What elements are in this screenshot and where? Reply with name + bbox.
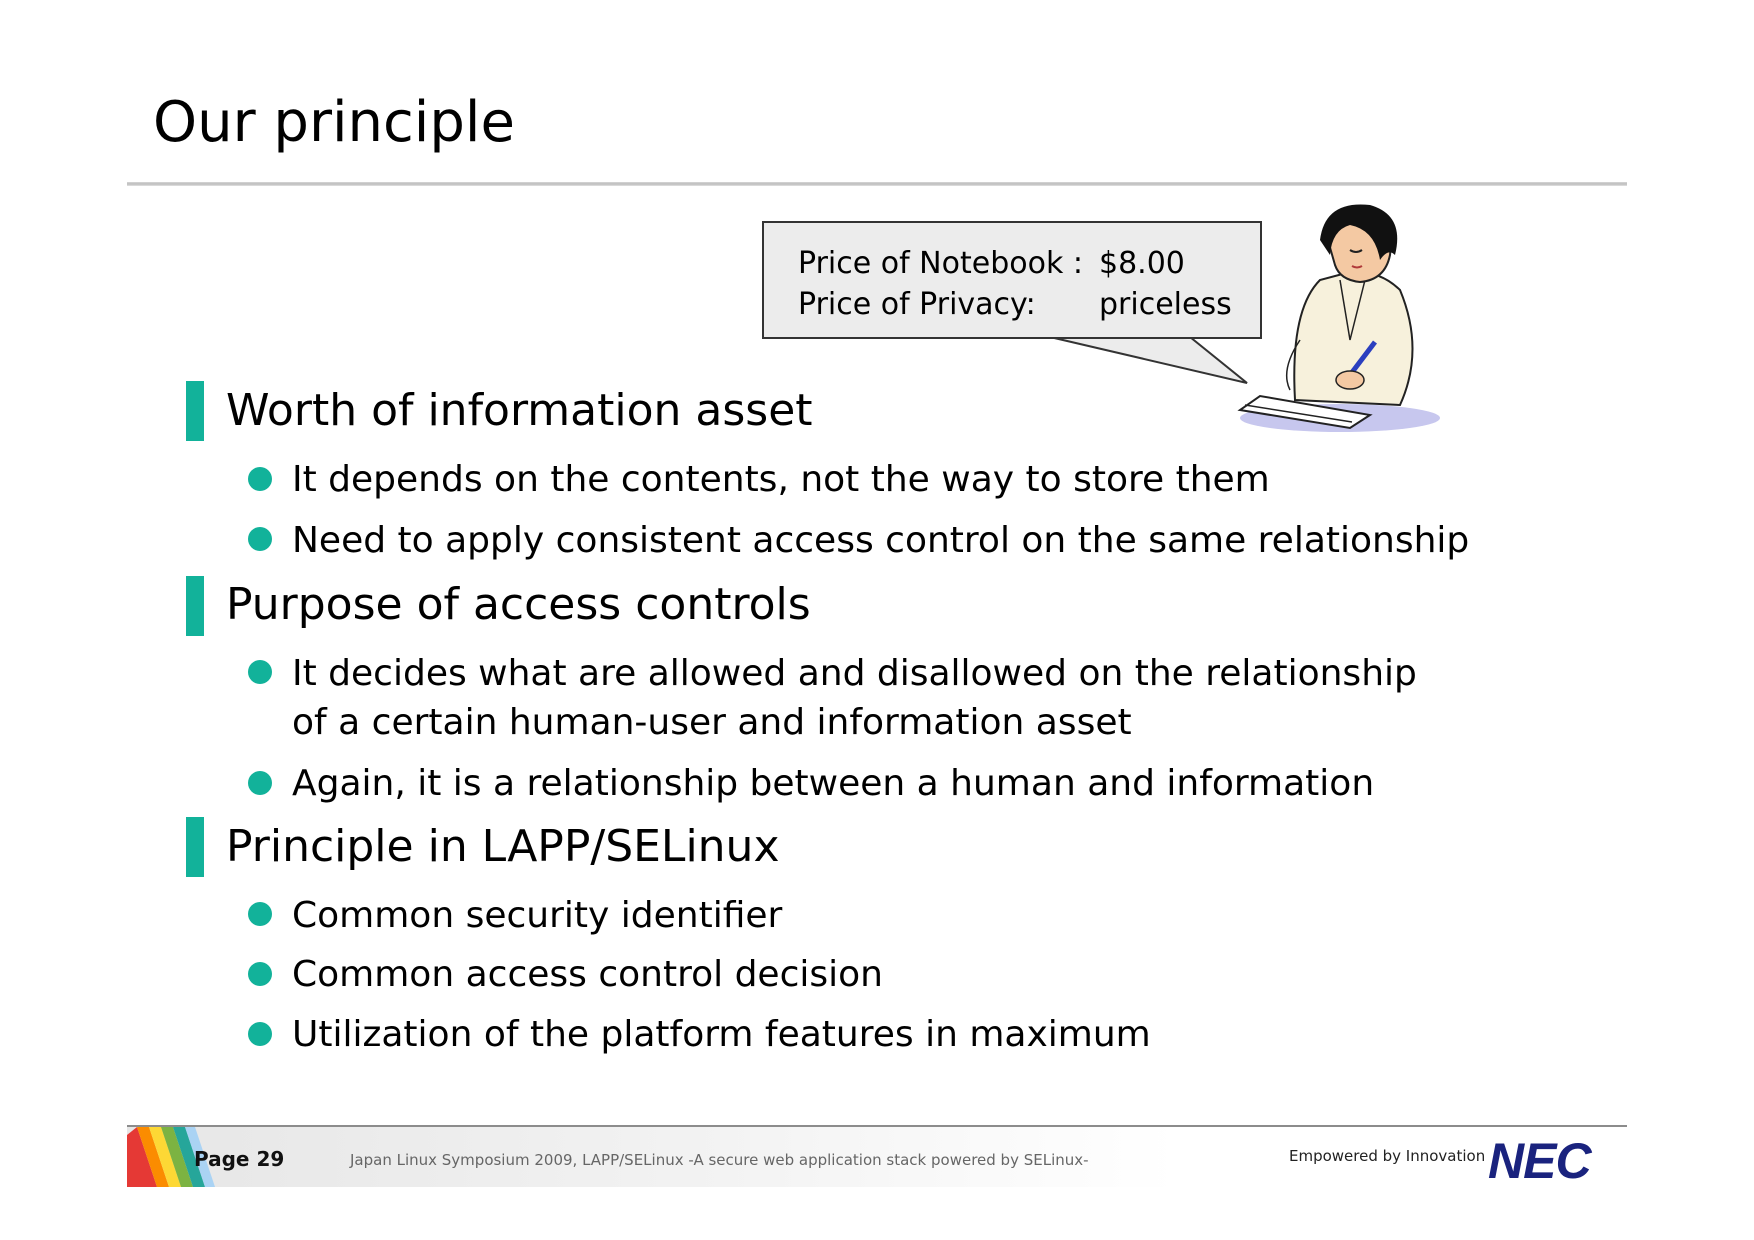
callout-key: Price of Privacy: (798, 287, 1036, 322)
bullet-text: Need to apply consistent access control on the same relationship (292, 520, 1470, 561)
bullet-dot (248, 527, 272, 551)
callout-row (798, 243, 1260, 284)
bullet-dot (248, 962, 272, 986)
price-callout (762, 221, 1262, 339)
nec-logo: NEC (1488, 1133, 1591, 1189)
bullet-text: It depends on the contents, not the way to store them (292, 459, 1270, 500)
section-marker (186, 381, 204, 441)
section-heading: Principle in LAPP/SELinux (226, 821, 780, 872)
bullet-text: It decides what are allowed and disallowed on the relationship (292, 653, 1417, 694)
title-divider (127, 182, 1627, 186)
bullet-text: Again, it is a relationship between a human and information (292, 763, 1375, 804)
bullet-text-continuation: of a certain human-user and information asset (292, 702, 1132, 743)
slide-title: Our principle (153, 90, 515, 155)
company-tagline: Empowered by Innovation (1289, 1147, 1486, 1165)
woman-writing-clipart (1200, 200, 1440, 450)
callout-value: priceless (1099, 287, 1232, 322)
callout-key: Price of Notebook : (798, 246, 1083, 281)
section-marker (186, 576, 204, 636)
page-number: Page 29 (194, 1147, 285, 1171)
section-marker (186, 817, 204, 877)
footer-text: Japan Linux Symposium 2009, LAPP/SELinux -A secure web application stack powered by SELinux- (350, 1151, 1089, 1169)
callout-row (798, 284, 1260, 325)
bullet-text: Utilization of the platform features in maximum (292, 1014, 1151, 1055)
bullet-dot (248, 1022, 272, 1046)
bullet-dot (248, 902, 272, 926)
bullet-text: Common access control decision (292, 954, 883, 995)
bullet-dot (248, 771, 272, 795)
callout-value: $8.00 (1099, 246, 1185, 281)
bullet-dot (248, 660, 272, 684)
section-heading: Worth of information asset (226, 385, 813, 436)
bullet-text: Common security identifier (292, 895, 783, 936)
bullet-dot (248, 467, 272, 491)
section-heading: Purpose of access controls (226, 579, 811, 630)
